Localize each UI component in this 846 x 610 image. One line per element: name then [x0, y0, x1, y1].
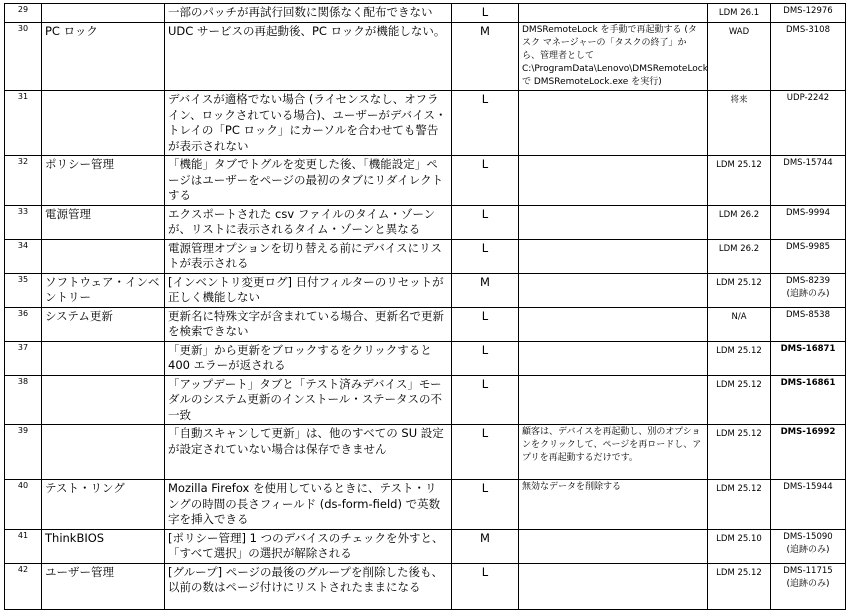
workaround-note: DMSRemoteLock を手動で再起動する (タスク マネージャーの「タスクの終了」から、管理者として C:\ProgramData\Lenovo\DMSRemoteLock で DMSRemoteLock.exe を実行) [522, 25, 708, 87]
issue-description-cell [165, 480, 452, 530]
target-version-cell [708, 307, 771, 341]
issue-description-cell [165, 563, 452, 609]
severity-cell [452, 529, 519, 563]
ticket-id-cell [771, 239, 846, 273]
table-row [5, 239, 846, 273]
feature-area-cell [42, 375, 165, 425]
ticket-id: DMS-16861 [780, 377, 836, 388]
severity-cell [452, 375, 519, 425]
tracking-only-label: (追跡のみ) [786, 288, 830, 299]
feature-area-cell [42, 156, 165, 206]
severity-cell [452, 307, 519, 341]
severity: L [481, 240, 489, 255]
table-body [5, 4, 846, 610]
row-number-cell [5, 425, 42, 480]
table-row [5, 205, 846, 239]
feature-area-cell [42, 563, 165, 609]
ticket-id-cell [771, 480, 846, 530]
table-row [5, 375, 846, 425]
ticket-id: DMS-16992 [780, 427, 836, 437]
target-version-cell [708, 239, 771, 273]
ticket-id-cell [771, 425, 846, 480]
known-issues-table [4, 3, 846, 610]
target-version-cell [708, 23, 771, 91]
feature-area-cell [42, 91, 165, 156]
issue-description: エクスポートされた csv ファイルのタイム・ゾーンが、リストに表示されるタイム・ゾーンと異なる [168, 206, 436, 236]
target-version: LDM 25.12 [716, 345, 762, 356]
severity: L [481, 426, 489, 440]
table-row [5, 480, 846, 530]
ticket-id-cell [771, 205, 846, 239]
row-number: 42 [17, 564, 29, 574]
issue-description: 「自動スキャンして更新」は、他のすべての SU 設定が設定されていない場合は保存できません [168, 426, 444, 456]
severity: M [480, 24, 490, 38]
issue-description: Mozilla Firefox を使用しているときに、テスト・リングの時間の長さフィールド (ds-form-field) で英数字を挿入できる [168, 481, 441, 526]
ticket-id: DMS-16871 [780, 343, 836, 354]
workaround-note: 顧客は、デバイスを再起動し、別のオプションをクリックして、ページを再ロードし、アプリを再起動するだけです。 [522, 427, 702, 463]
row-number-cell [5, 273, 42, 307]
issue-description: デバイスが適格でない場合 (ライセンスなし、オフライン、ロックされている場合)、ユーザーがデバイス・トレイの「PC ロック」にカーソルを合わせても警告が表示されない [168, 92, 447, 153]
workaround-note-cell [519, 239, 708, 273]
row-number-cell [5, 239, 42, 273]
row-number: 29 [17, 5, 29, 14]
severity: L [481, 342, 489, 357]
ticket-id-cell [771, 307, 846, 341]
row-number: 33 [17, 206, 29, 216]
severity: L [481, 5, 489, 19]
row-number-cell [5, 307, 42, 341]
row-number: 35 [17, 274, 29, 284]
feature-area-cell [42, 480, 165, 530]
issue-description-cell [165, 425, 452, 480]
severity-cell [452, 273, 519, 307]
table-row [5, 425, 846, 480]
ticket-id: DMS-15744 [783, 158, 833, 168]
row-number: 39 [17, 426, 29, 435]
ticket-id: DMS-15944 [783, 482, 833, 492]
ticket-id-cell [771, 4, 846, 23]
table-row [5, 4, 846, 23]
workaround-note-cell [519, 563, 708, 609]
table-row [5, 341, 846, 375]
row-number: 32 [17, 157, 29, 166]
issue-description-cell [165, 4, 452, 23]
issue-description-cell [165, 205, 452, 239]
feature-area: ソフトウェア・インベントリー [45, 274, 160, 304]
feature-area: PC ロック [45, 24, 98, 38]
issue-description-cell [165, 23, 452, 91]
issue-description: 「更新」から更新をブロックするをクリックすると 400 エラーが返される [168, 342, 432, 372]
table-row [5, 529, 846, 563]
target-version-cell [708, 563, 771, 609]
ticket-id-cell [771, 91, 846, 156]
table-row [5, 563, 846, 609]
target-version: WAD [728, 27, 750, 37]
ticket-id: DMS-12976 [783, 6, 833, 16]
target-version-cell [708, 425, 771, 480]
row-number-cell [5, 23, 42, 91]
workaround-note-cell [519, 23, 708, 91]
row-number-cell [5, 156, 42, 206]
issue-description: 「機能」タブでトグルを変更した後、「機能設定」ページはユーザーをページの最初のタブにリダイレクトする [168, 157, 444, 202]
ticket-id: DMS-11715 [783, 565, 833, 576]
workaround-note: 無効なデータを削除する [522, 482, 622, 492]
feature-area-cell [42, 239, 165, 273]
feature-area: テスト・リング [45, 481, 125, 495]
feature-area: ユーザー管理 [45, 564, 114, 579]
target-version: LDM 26.1 [718, 8, 760, 18]
ticket-id: UDP-2242 [786, 93, 830, 103]
issue-description: [ポリシー管理] 1 つのデバイスのチェックを外すと、「すべて選択」の選択が解除される [168, 530, 444, 560]
ticket-id-cell [771, 156, 846, 206]
issue-description-cell [165, 529, 452, 563]
workaround-note-cell [519, 480, 708, 530]
severity-cell [452, 156, 519, 206]
target-version: LDM 25.12 [716, 160, 762, 170]
target-version: LDM 25.12 [716, 484, 762, 494]
ticket-id: DMS-9985 [786, 241, 830, 252]
row-number: 36 [17, 308, 29, 318]
workaround-note-cell [519, 307, 708, 341]
target-version: LDM 26.2 [718, 243, 760, 254]
feature-area: ポリシー管理 [45, 157, 114, 171]
feature-area: ThinkBIOS [45, 530, 105, 545]
severity-cell [452, 563, 519, 609]
severity: M [480, 274, 490, 289]
target-version-cell [708, 375, 771, 425]
row-number-cell [5, 529, 42, 563]
ticket-id: DMS-8239 [786, 275, 830, 286]
target-version: LDM 25.12 [716, 567, 762, 578]
target-version-cell [708, 205, 771, 239]
row-number: 31 [17, 92, 29, 101]
issue-description-cell [165, 273, 452, 307]
severity-cell [452, 239, 519, 273]
issue-description-cell [165, 307, 452, 341]
issue-description: UDC サービスの再起動後、PC ロックが機能しない。 [168, 24, 446, 38]
row-number-cell [5, 341, 42, 375]
severity-cell [452, 480, 519, 530]
severity-cell [452, 425, 519, 480]
ticket-id-cell [771, 341, 846, 375]
row-number: 40 [17, 481, 29, 490]
workaround-note-cell [519, 156, 708, 206]
target-version: 将来 [730, 95, 748, 105]
feature-area-cell [42, 205, 165, 239]
row-number-cell [5, 563, 42, 609]
severity: L [481, 376, 489, 391]
workaround-note-cell [519, 91, 708, 156]
row-number: 30 [17, 24, 29, 33]
row-number-cell [5, 91, 42, 156]
severity-cell [452, 91, 519, 156]
row-number-cell [5, 375, 42, 425]
target-version-cell [708, 273, 771, 307]
target-version-cell [708, 341, 771, 375]
target-version: LDM 25.10 [716, 533, 762, 544]
feature-area-cell [42, 341, 165, 375]
severity: L [481, 564, 489, 579]
severity: L [481, 481, 489, 495]
feature-area-cell [42, 307, 165, 341]
issue-description: 更新名に特殊文字が含まれている場合、更新名で更新を検索できない [168, 308, 444, 338]
ticket-id: DMS-3108 [786, 25, 830, 35]
row-number: 37 [17, 342, 29, 352]
issue-description-cell [165, 239, 452, 273]
issue-description-cell [165, 156, 452, 206]
severity: L [481, 92, 489, 106]
feature-area: 電源管理 [45, 206, 91, 221]
target-version-cell [708, 529, 771, 563]
table-row [5, 307, 846, 341]
workaround-note-cell [519, 273, 708, 307]
feature-area-cell [42, 425, 165, 480]
workaround-note-cell [519, 425, 708, 480]
severity: L [481, 157, 489, 171]
table-row [5, 273, 846, 307]
feature-area: システム更新 [45, 308, 113, 323]
severity: L [481, 308, 489, 323]
ticket-id-cell [771, 375, 846, 425]
feature-area-cell [42, 23, 165, 91]
workaround-note-cell [519, 4, 708, 23]
target-version-cell [708, 156, 771, 206]
issue-description: 電源管理オプションを切り替える前にデバイスにリストが表示される [168, 240, 442, 270]
target-version: LDM 25.12 [716, 429, 762, 439]
target-version-cell [708, 4, 771, 23]
row-number: 41 [17, 530, 29, 540]
tracking-only-label: (追跡のみ) [786, 578, 830, 589]
workaround-note-cell [519, 529, 708, 563]
ticket-id-cell [771, 273, 846, 307]
severity-cell [452, 341, 519, 375]
severity-cell [452, 205, 519, 239]
ticket-id-cell [771, 23, 846, 91]
target-version: N/A [731, 311, 747, 322]
ticket-id: DMS-8538 [786, 309, 830, 320]
target-version-cell [708, 91, 771, 156]
ticket-id-cell [771, 563, 846, 609]
feature-area-cell [42, 273, 165, 307]
issue-description: [インベントリ変更ログ] 日付フィルターのリセットが正しく機能しない [168, 274, 444, 304]
severity: M [480, 530, 490, 545]
target-version-cell [708, 480, 771, 530]
workaround-note-cell [519, 375, 708, 425]
issue-description-cell [165, 91, 452, 156]
ticket-id: DMS-15090 [783, 531, 833, 542]
row-number-cell [5, 205, 42, 239]
issue-description: 一部のパッチが再試行回数に関係なく配布できない [168, 5, 433, 19]
issue-description: [グループ] ページの最後のグループを削除した後も、以前の数はページ付けにリストされたままになる [168, 564, 444, 594]
row-number: 34 [17, 240, 29, 250]
row-number-cell [5, 480, 42, 530]
target-version: LDM 25.12 [716, 379, 762, 390]
workaround-note-cell [519, 341, 708, 375]
table-row [5, 91, 846, 156]
feature-area-cell [42, 529, 165, 563]
row-number-cell [5, 4, 42, 23]
ticket-id: DMS-9994 [786, 207, 830, 218]
row-number: 38 [17, 376, 29, 386]
workaround-note-cell [519, 205, 708, 239]
ticket-id-cell [771, 529, 846, 563]
target-version: LDM 26.2 [718, 209, 760, 220]
target-version: LDM 25.12 [716, 277, 762, 288]
feature-area-cell [42, 4, 165, 23]
issue-description-cell [165, 375, 452, 425]
issue-description-cell [165, 341, 452, 375]
severity-cell [452, 23, 519, 91]
tracking-only-label: (追跡のみ) [786, 544, 830, 555]
table-row [5, 156, 846, 206]
severity-cell [452, 4, 519, 23]
severity: L [481, 206, 489, 221]
table-row [5, 23, 846, 91]
issue-description: 「アップデート」タブと「テスト済みデバイス」モーダルのシステム更新のインストール・ステータスの不一致 [168, 376, 443, 422]
